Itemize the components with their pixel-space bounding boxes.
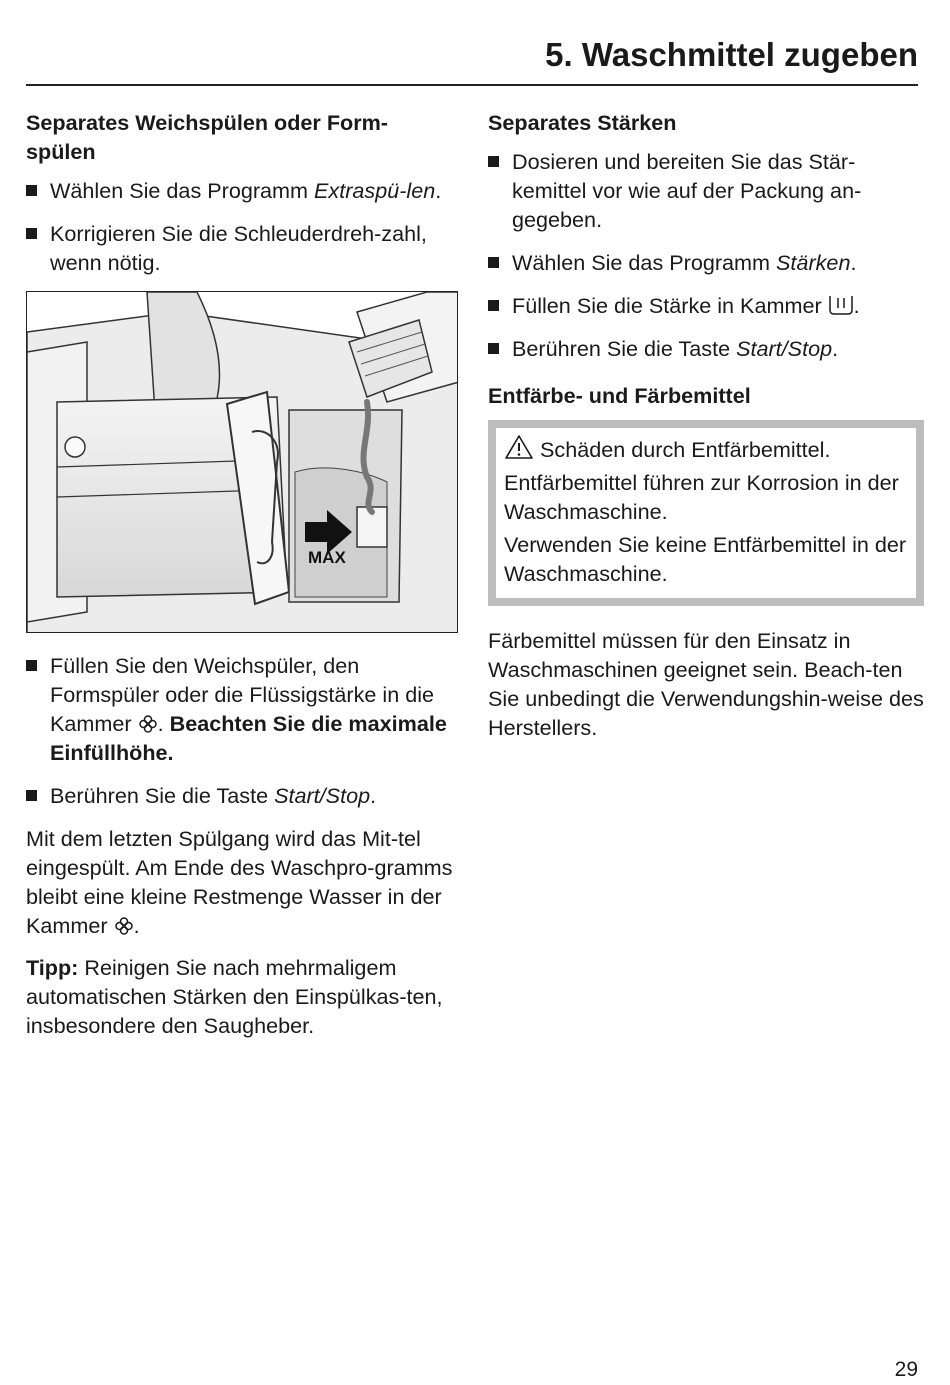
page-number: 29: [894, 1358, 918, 1381]
page-title: 5. Waschmittel zugeben: [545, 36, 918, 73]
paragraph-dye: Färbemittel müssen für den Einsatz in Waschmaschinen geeignet sein. Beach-ten Sie unbedingt die Verwendungshin-weise des Herstellers.: [488, 628, 924, 740]
bullet-square-icon: [488, 156, 499, 167]
tip-paragraph: Tipp: Reinigen Sie nach mehrmaligem automatischen Stärken den Einspülkas-ten, insbesondere den Saugheber.: [26, 955, 443, 1038]
dispenser-drawer-illustration: [27, 292, 458, 633]
warning-text: Entfärbemittel führen zur Korrosion in der Waschmaschine.: [504, 470, 899, 524]
warning-title: Schäden durch Entfärbemittel.: [504, 434, 908, 464]
bullet-square-icon: [26, 790, 37, 801]
bullet-square-icon: [26, 660, 37, 671]
dispenser-illustration: [26, 291, 458, 633]
list-item: Wählen Sie das Programm Extraspü-len.: [26, 176, 462, 205]
bullet-square-icon: [488, 343, 499, 354]
list-item: Dosieren und bereiten Sie das Stär-kemittel vor wie auf der Packung an-gegeben.: [488, 147, 924, 234]
max-label: MAX: [308, 548, 346, 567]
list-item: Wählen Sie das Programm Stärken.: [488, 248, 924, 277]
main-wash-compartment-icon: [828, 294, 854, 316]
list-item: Berühren Sie die Taste Start/Stop.: [488, 334, 924, 363]
list-item: Füllen Sie die Stärke in Kammer .: [488, 291, 924, 320]
section-heading-starch: Separates Stärken: [488, 110, 677, 135]
flower-compartment-icon: [138, 714, 158, 734]
header-divider: [26, 84, 918, 86]
warning-triangle-icon: [504, 434, 534, 460]
list-item: Korrigieren Sie die Schleuderdreh-zahl, wenn nötig.: [26, 219, 462, 277]
list-item: Berühren Sie die Taste Start/Stop.: [26, 781, 462, 810]
paragraph-rinse: Mit dem letzten Spülgang wird das Mit-tel eingespült. Am Ende des Waschpro-gramms bleibt eine kleine Restmenge Wasser in der Kammer .: [26, 826, 453, 938]
bullet-square-icon: [26, 185, 37, 196]
bullet-square-icon: [26, 228, 37, 239]
warning-text: Verwenden Sie keine Entfärbemittel in der Waschmaschine.: [504, 532, 907, 586]
section-heading-softener: Separates Weichspülen oder Form-spülen: [26, 110, 388, 164]
bullet-square-icon: [488, 257, 499, 268]
flower-compartment-icon: [114, 916, 134, 936]
left-column: [26, 108, 462, 1053]
warning-box: [488, 420, 924, 606]
list-item: Füllen Sie den Weichspüler, den Formspüler oder die Flüssigstärke in die Kammer . Beachten Sie die maximale Einfüllhöhe.: [26, 651, 462, 767]
right-column: [488, 108, 924, 755]
bullet-square-icon: [488, 300, 499, 311]
section-heading-dye: Entfärbe- und Färbemittel: [488, 383, 751, 408]
